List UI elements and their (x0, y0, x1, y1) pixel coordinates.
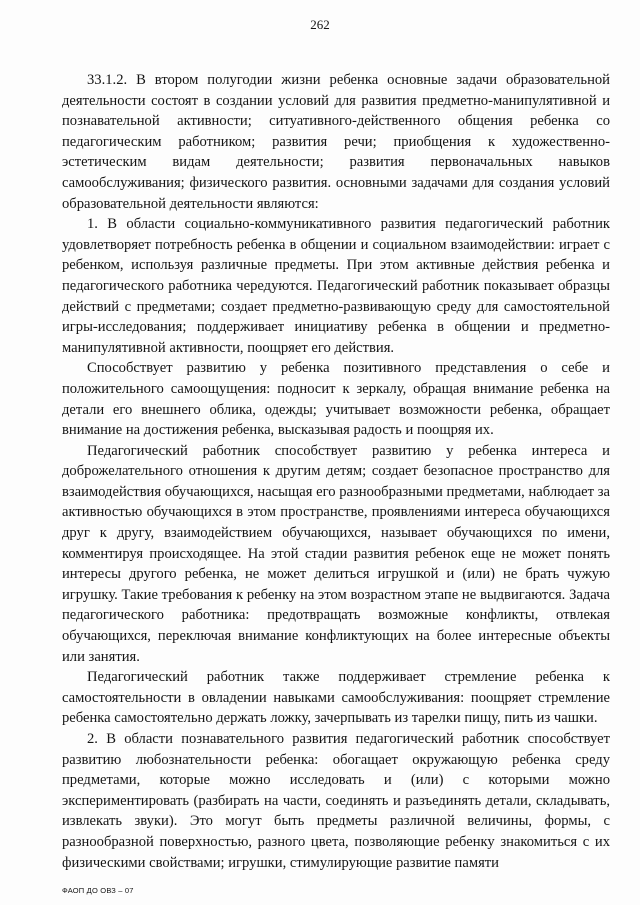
body-text (62, 70, 610, 873)
paragraph-1: 33.1.2. В втором полугодии жизни ребенка основные задачи образовательной деятельности состоят в создании условий для развития предметно-манипулятивной и познавательной активности; ситуативного-действенного общения ребенка со педагогическим работником; развития речи; приобщения к художественно-эстетическим видам деятельности; развития первоначальных навыков самообслуживания; физического развития. основными задачами для создания условий образовательной деятельности являются: (62, 72, 610, 212)
page-number: 262 (310, 17, 330, 32)
paragraph-6: 2. В области познавательного развития педагогический работник способствует развитию любознательности ребенка: обогащает окружающую ребенка среду предметами, которые можно исследовать и (или) с которыми можно экспериментировать (разбирать на части, соединять и разъединять детали, складывать, извлекать звуки). Это могут быть предметы различной величины, формы, с разнообразной поверхностью, разного цвета, позволяющие ребенку знакомиться с их физическими свойствами; игрушки, стимулирующие развитие памяти (62, 731, 610, 871)
paragraph-5: Педагогический работник также поддерживает стремление ребенка к самостоятельности в овладении навыками самообслуживания: поощряет стремление ребенка самостоятельно держать ложку, зачерпывать из тарелки пищу, пить из чашки. (62, 669, 610, 727)
paragraph-2: 1. В области социально-коммуникативного развития педагогический работник удовлетворяет потребность ребенка в общении и социальном взаимодействии: играет с ребенком, используя различные предметы. При этом активные действия ребенка и педагогического работника чередуются. Педагогический работник показывает образцы действий с предметами; создает предметно-развивающую среду для самостоятельной игры-исследования; поддерживает инициативу ребенка в общении и предметно-манипулятивной активности, поощряет его действия. (62, 216, 610, 356)
document-footer: ФАОП ДО ОВЗ – 07 (62, 886, 134, 895)
paragraph-3: Способствует развитию у ребенка позитивного представления о себе и положительного самоощущения: подносит к зеркалу, обращая внимание ребенка на детали его внешнего облика, одежды; учитывает возможности ребенка, обращает внимание на достижения ребенка, высказывая радость и поощряя их. (62, 360, 610, 439)
paragraph-4: Педагогический работник способствует развитию у ребенка интереса и доброжелательного отношения к другим детям; создает безопасное пространство для взаимодействия обучающихся, насыщая его разнообразными предметами, наблюдает за активностью обучающихся в этом пространстве, проявлениями интереса обучающихся друг к другу, взаимодействием обучающихся, называет обучающихся по имени, комментируя происходящее. На этой стадии развития ребенок еще не может понять интересы другого ребенка, не может делиться игрушкой и (или) не брать чужую игрушку. Такие требования к ребенку на этом возрастном этапе не выдвигаются. Задача педагогического работника: предотвращать возможные конфликты, отвлекая обучающихся, переключая внимание конфликтующих на более интересные объекты или занятия. (62, 442, 610, 665)
